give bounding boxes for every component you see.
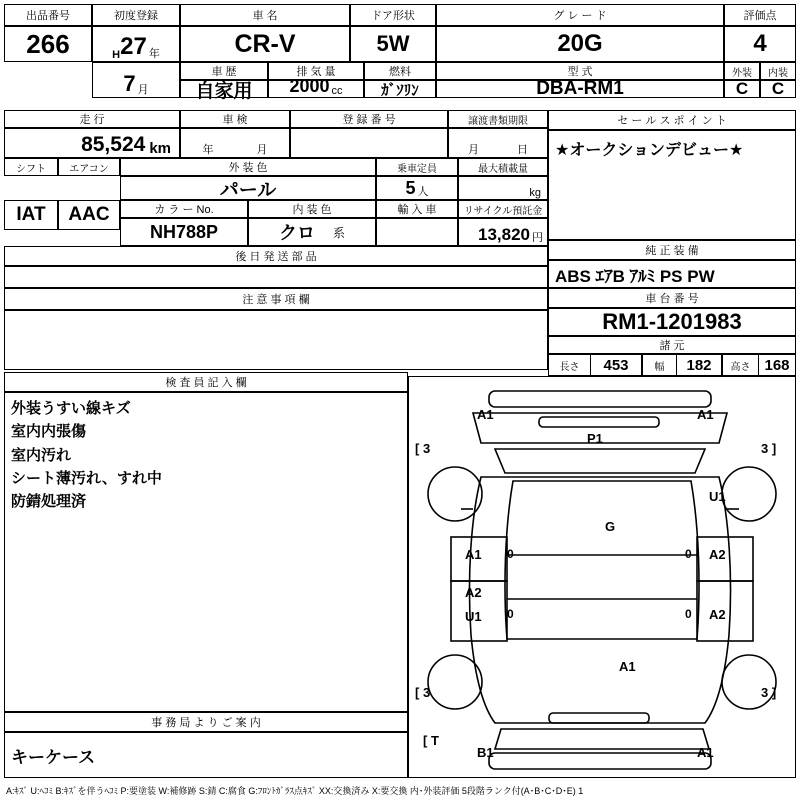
inspector-note-line: シート薄汚れ、すれ中 <box>11 469 162 487</box>
width-value: 182 <box>676 354 722 376</box>
diagram-mark: G <box>605 519 616 534</box>
diagram-mark: A1 <box>697 745 714 760</box>
registration-number-value <box>290 128 448 158</box>
seats-label: 乗車定員 <box>376 158 458 176</box>
diagram-mark: 0 <box>685 547 692 561</box>
chassis-number-value: RM1-1201983 <box>548 308 796 336</box>
first-registration-label: 初度登録 <box>92 4 180 26</box>
diagram-mark: A1 <box>477 407 494 422</box>
import-value <box>376 218 458 246</box>
chassis-number-label: 車 台 番 号 <box>548 288 796 308</box>
later-parts-value <box>4 266 548 288</box>
interior-color-text: クロ <box>278 223 315 243</box>
length-value: 453 <box>590 354 642 376</box>
recycle-fee-number: 13,820 <box>478 225 530 244</box>
lot-number-value: 266 <box>4 26 92 62</box>
first-registration-year-unit: 年 <box>148 48 160 60</box>
model-code-value: DBA-RM1 <box>436 80 724 98</box>
diagram-mark: A2 <box>465 585 482 600</box>
mileage-value <box>4 128 180 158</box>
height-value: 168 <box>758 354 796 376</box>
diagram-mark: A1 <box>697 407 714 422</box>
first-registration-era: H <box>112 49 121 61</box>
transfer-deadline-label: 譲渡書類期限 <box>448 110 548 128</box>
door-shape-label: ドア形状 <box>350 4 436 26</box>
first-registration-month <box>92 62 180 98</box>
legend-footer: A:ｷｽﾞ U:ﾍｺﾐ B:ｷｽﾞを伴うﾍｺﾐ P:要塗装 W:補修跡 S:錆 C:腐食 G:ﾌﾛﾝﾄｶﾞﾗｽ点ｷｽﾞ XX:交換済み X:要交換 内･外装評価 5段階ランク付(A･B･C･D･E) 1 <box>6 786 584 796</box>
recycle-fee-value <box>458 218 548 246</box>
exterior-color-value: パール <box>120 176 376 200</box>
exterior-grade-value: C <box>724 80 760 98</box>
grade-value: 20G <box>436 26 724 62</box>
registration-number-label: 登 録 番 号 <box>290 110 448 128</box>
fuel-value: ｶﾞｿﾘﾝ <box>364 80 436 98</box>
car-damage-diagram <box>408 376 796 778</box>
mileage-unit: km <box>149 140 171 157</box>
lot-number-label: 出品番号 <box>4 4 92 26</box>
diagram-mark: 3 ] <box>761 441 777 456</box>
seats-number: 5 <box>405 178 416 198</box>
caution-value <box>4 310 548 370</box>
first-registration-value <box>92 26 180 62</box>
equipment-label: 純 正 装 備 <box>548 240 796 260</box>
grade-label: グ レ ー ド <box>436 4 724 26</box>
office-notice-label: 事 務 局 よ り ご 案 内 <box>4 712 408 732</box>
diagram-mark: 0 <box>507 607 514 621</box>
office-notice-value: キーケース <box>4 732 408 778</box>
seats-value <box>376 176 458 200</box>
first-registration-month-unit: 月 <box>137 84 149 96</box>
displacement-number: 2000 <box>289 76 330 96</box>
sales-point-value: ★オークションデビュー★ <box>548 130 796 240</box>
diagram-mark: [ T <box>423 733 439 748</box>
height-label: 高さ <box>722 354 758 376</box>
diagram-mark: A2 <box>709 607 726 622</box>
first-registration-month-value: 7 <box>123 71 136 96</box>
transfer-deadline-value <box>448 128 548 158</box>
car-history-label: 車 歴 <box>180 62 268 80</box>
caution-label: 注 意 事 項 欄 <box>4 288 548 310</box>
score-value: 4 <box>724 26 796 62</box>
interior-color-suffix: 系 <box>332 225 345 240</box>
interior-color-value <box>248 218 376 246</box>
mileage-label: 走 行 <box>4 110 180 128</box>
exterior-color-label: 外 装 色 <box>120 158 376 176</box>
inspection-value <box>180 128 290 158</box>
diagram-mark: B1 <box>477 745 494 760</box>
diagram-mark: 3 ] <box>761 685 777 700</box>
color-number-value: NH788P <box>120 218 248 246</box>
diagram-mark: A1 <box>465 547 482 562</box>
first-registration-year: 27 <box>120 33 147 60</box>
sales-point-label: セ ー ル ス ポ イ ン ト <box>548 110 796 130</box>
recycle-fee-label: リサイクル預託金 <box>458 200 548 218</box>
transfer-month-unit: 月 <box>468 144 479 156</box>
spec-label: 諸 元 <box>548 336 796 354</box>
interior-color-label: 内 装 色 <box>248 200 376 218</box>
color-number-label: カ ラ ー No. <box>120 200 248 218</box>
inspector-note-line: 外装うすい線キズ <box>11 400 131 417</box>
door-shape-value: 5W <box>350 26 436 62</box>
inspector-notes-label: 検 査 員 記 入 欄 <box>4 372 408 392</box>
aircon-value: AAC <box>58 200 120 230</box>
diagram-mark: A2 <box>709 547 726 562</box>
exterior-grade-label: 外装 <box>724 62 760 80</box>
inspection-label: 車 検 <box>180 110 290 128</box>
transfer-day-unit: 日 <box>517 144 528 156</box>
diagram-mark: [ 3 <box>415 685 431 700</box>
inspector-note-line: 室内汚れ <box>11 446 72 464</box>
diagram-mark: U1 <box>709 489 726 504</box>
recycle-fee-unit: 円 <box>532 232 543 244</box>
mileage-number: 85,524 <box>81 133 146 156</box>
score-label: 評価点 <box>724 4 796 26</box>
fuel-label: 燃料 <box>364 62 436 80</box>
diagram-mark: U1 <box>465 609 482 624</box>
seats-unit: 人 <box>417 186 429 198</box>
max-load-unit: kg <box>529 187 541 199</box>
shift-value: IAT <box>4 200 58 230</box>
import-label: 輸 入 車 <box>376 200 458 218</box>
interior-grade-label: 内装 <box>760 62 796 80</box>
displacement-value <box>268 76 364 98</box>
displacement-label: 排 気 量 <box>268 62 364 80</box>
car-name-value: CR-V <box>180 26 350 62</box>
later-parts-label: 後 日 発 送 部 品 <box>4 246 548 266</box>
max-load-label: 最大積載量 <box>458 158 548 176</box>
model-code-label: 型 式 <box>436 62 724 80</box>
inspector-note-line: 室内内張傷 <box>11 423 87 441</box>
aircon-label: エアコン <box>58 158 120 176</box>
inspection-year-unit: 年 <box>202 144 214 156</box>
inspection-month-unit: 月 <box>256 144 268 156</box>
diagram-mark: P1 <box>587 431 603 446</box>
equipment-value: ABS ｴｱB ｱﾙﾐ PS PW <box>548 260 796 288</box>
displacement-unit: cc <box>331 85 343 97</box>
diagram-mark: 0 <box>507 547 514 561</box>
inspector-note-line: 防錆処理済 <box>11 493 87 510</box>
length-label: 長さ <box>548 354 590 376</box>
inspector-notes-value <box>4 392 408 712</box>
width-label: 幅 <box>642 354 676 376</box>
diagram-mark: A1 <box>619 659 636 674</box>
diagram-mark: 0 <box>685 607 692 621</box>
max-load-value <box>458 176 548 200</box>
interior-grade-value: C <box>760 80 796 98</box>
car-history-value: 自家用 <box>180 80 268 98</box>
car-name-label: 車 名 <box>180 4 350 26</box>
diagram-mark: [ 3 <box>415 441 431 456</box>
shift-label: シフト <box>4 158 58 176</box>
